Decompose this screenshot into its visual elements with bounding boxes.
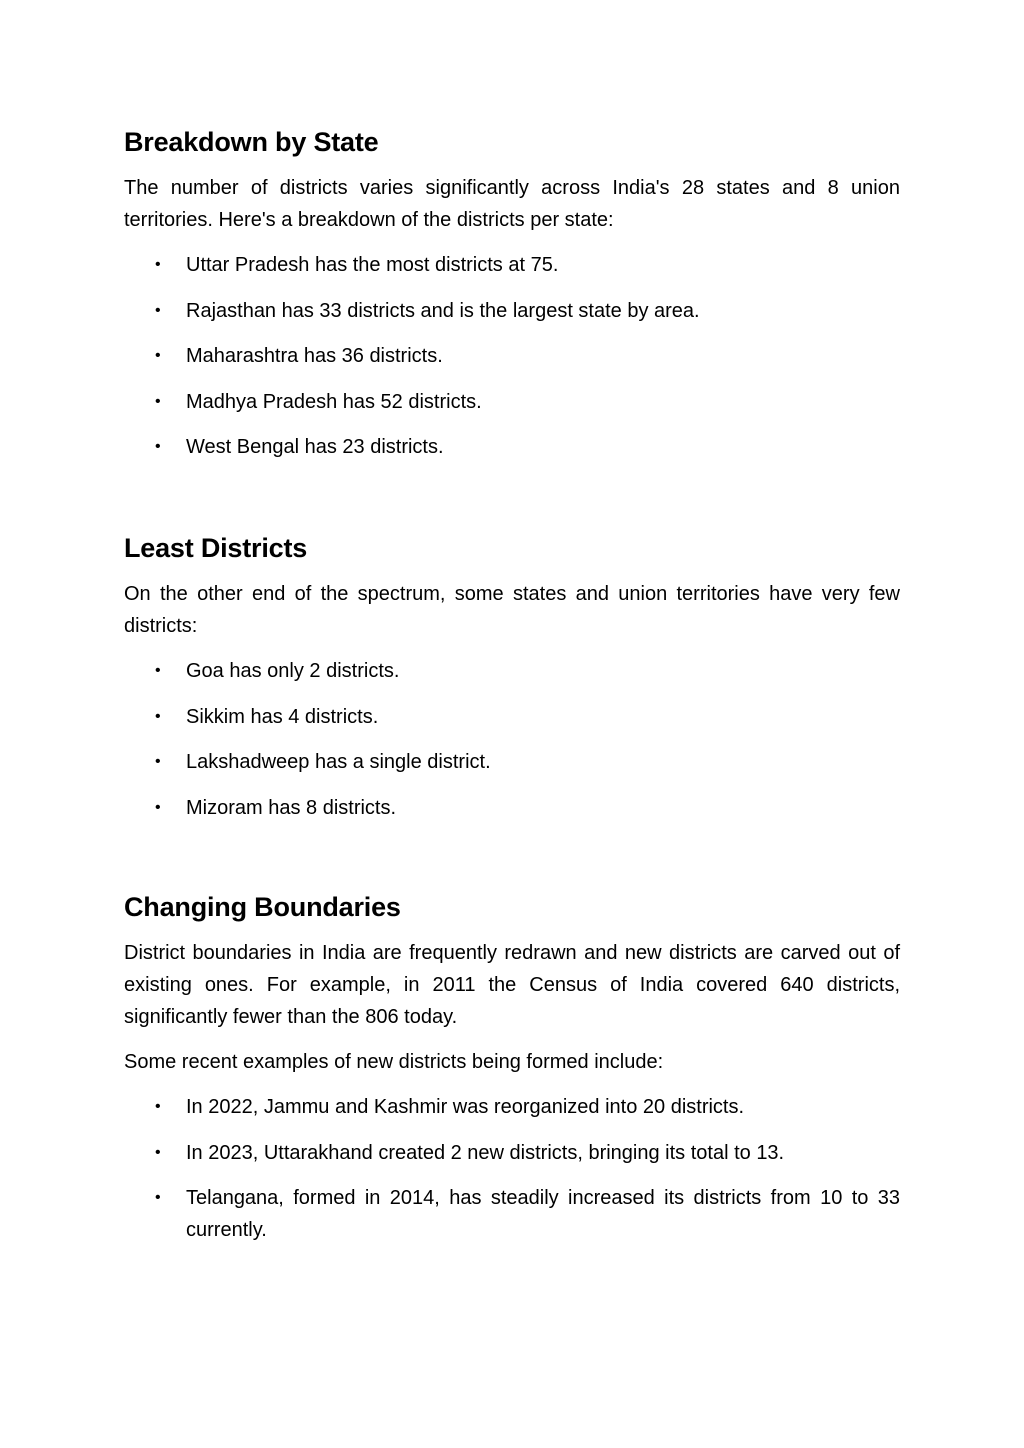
bullet-icon: • (155, 347, 161, 364)
list-item (124, 1137, 900, 1169)
list-item (124, 431, 900, 463)
list-item (124, 655, 900, 687)
list-item-text: In 2022, Jammu and Kashmir was reorganized into 20 districts. (186, 1096, 745, 1118)
list-item (124, 295, 900, 327)
list-item (124, 746, 900, 778)
list-item-text: West Bengal has 23 districts. (186, 436, 444, 458)
bullet-icon: • (155, 707, 161, 725)
list-item-text: Uttar Pradesh has the most districts at 75. (186, 254, 559, 276)
list-item-text: Rajasthan has 33 districts and is the largest state by area. (186, 299, 700, 322)
bullet-icon: • (155, 1143, 161, 1161)
bullet-list (124, 1091, 900, 1246)
list-item (124, 249, 900, 281)
list-item (124, 1182, 900, 1246)
section-least-districts (124, 530, 900, 837)
list-item-text: Sikkim has 4 districts. (186, 705, 379, 728)
list-item (124, 792, 900, 824)
list-item-text: Maharashtra has 36 districts. (186, 345, 443, 367)
section-paragraph: On the other end of the spectrum, some states and union territories have very few districts: (124, 583, 900, 637)
bullet-icon: • (155, 438, 161, 455)
bullet-icon: • (155, 1189, 161, 1206)
bullet-icon: • (155, 1098, 161, 1115)
list-item-text: Lakshadweep has a single district. (186, 751, 491, 773)
section-changing-boundaries (124, 889, 900, 1260)
bullet-icon: • (155, 392, 161, 410)
list-item (124, 386, 900, 418)
list-item-text: Goa has only 2 districts. (186, 660, 400, 682)
section-paragraph: Some recent examples of new districts being formed include: (124, 1051, 664, 1073)
list-item-text: Telangana, formed in 2014, has steadily increased its districts from 10 to 33 currently. (186, 1187, 900, 1241)
list-item-text: Mizoram has 8 districts. (186, 796, 397, 819)
list-item-text: In 2023, Uttarakhand created 2 new districts, bringing its total to 13. (186, 1141, 785, 1164)
bullet-icon: • (155, 256, 161, 273)
bullet-icon: • (155, 662, 161, 679)
section-heading: Breakdown by State (124, 127, 379, 157)
bullet-list (124, 249, 900, 463)
section-paragraph: District boundaries in India are frequently redrawn and new districts are carved out of existing ones. For example, in 2011 the Census of India covered 640 districts, significantly fewer than the 806 today. (124, 942, 900, 1028)
bullet-icon: • (155, 753, 161, 770)
section-paragraph: The number of districts varies significantly across India's 28 states and 8 union territories. Here's a breakdown of the districts per state: (124, 177, 900, 231)
list-item-text: Madhya Pradesh has 52 districts. (186, 390, 482, 413)
list-item (124, 340, 900, 372)
bullet-icon: • (155, 301, 161, 319)
list-item (124, 701, 900, 733)
bullet-icon: • (155, 798, 161, 816)
bullet-list (124, 655, 900, 824)
list-item (124, 1091, 900, 1123)
section-breakdown-by-state (124, 124, 900, 477)
section-heading: Least Districts (124, 533, 308, 563)
section-heading: Changing Boundaries (124, 892, 401, 922)
